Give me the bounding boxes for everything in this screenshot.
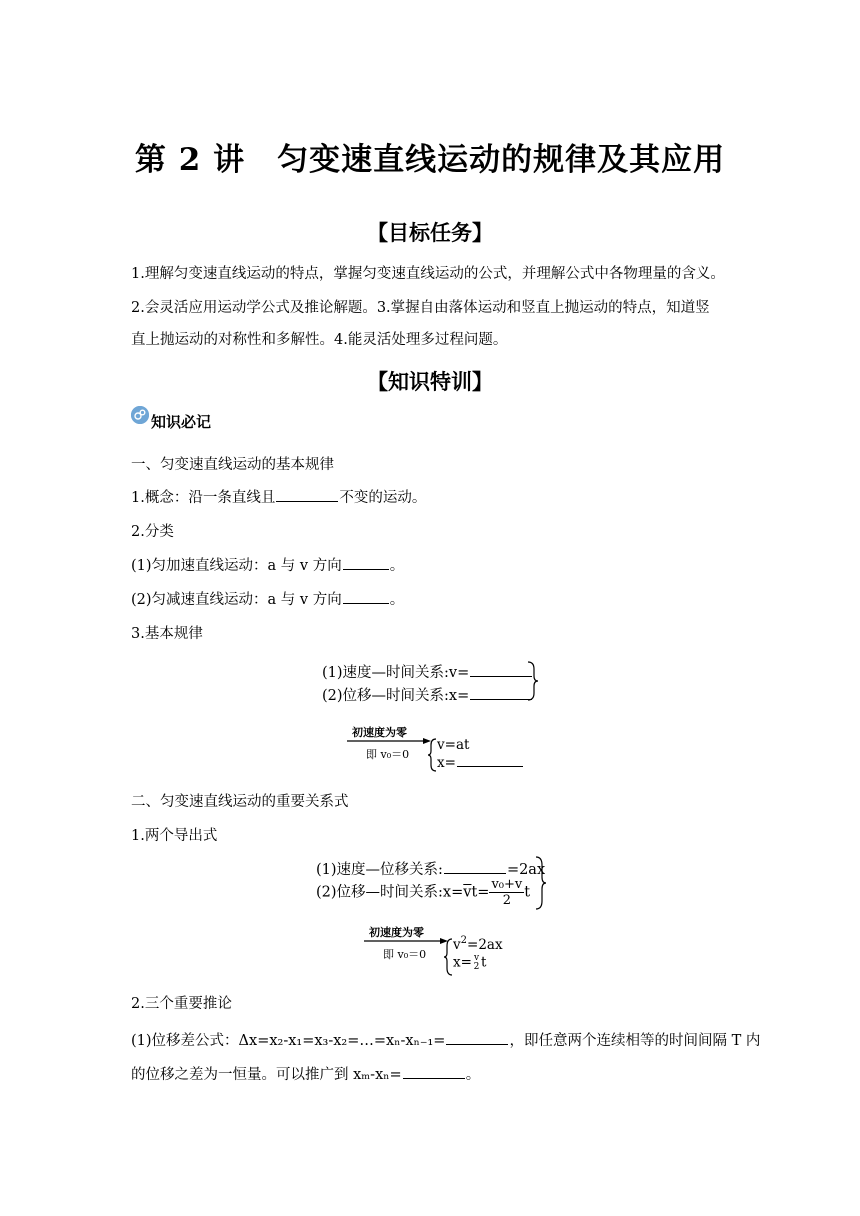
v-bar: $\overline{v}$ (463, 884, 472, 901)
laws-heading: 3.基本规律 (131, 626, 203, 642)
goals-line-1: 1.理解匀变速直线运动的特点，掌握匀变速直线运动的公式，并理解公式中各物理量的含义。 (131, 266, 725, 282)
inferences-heading: 2.三个重要推论 (131, 996, 232, 1012)
inference-text: (1)位移差公式：Δx=x₂-x₁=x₃-x₂=…=xₙ-xₙ₋₁= (131, 1033, 446, 1049)
formula-text: (1)速度—位移关系: (316, 862, 443, 878)
part1-heading: 一、匀变速直线运动的基本规律 (131, 457, 334, 473)
knowledge-icon (131, 406, 149, 424)
inference-text: 。 (465, 1067, 481, 1083)
decel-line (131, 588, 404, 609)
answer-blank[interactable] (470, 675, 532, 677)
inference-text: 的位移之差为一恒量。可以推广到 xₘ-xₙ= (131, 1067, 402, 1083)
formula-text: t (524, 884, 531, 901)
decel-text-b: 。 (389, 592, 405, 608)
knowledge-title: 知识必记 (151, 413, 212, 431)
formula-text: t= (471, 884, 490, 901)
numerator: v (473, 953, 480, 963)
accel-text-b: 。 (389, 558, 405, 574)
numerator: v₀+v (491, 877, 523, 892)
goals-line-3: 直上抛运动的对称性和多解性。4.能灵活处理多过程问题。 (131, 332, 508, 348)
answer-blank[interactable] (343, 568, 389, 570)
formula-average-velocity (316, 877, 530, 908)
arrow-label-top: 初速度为零 (352, 726, 407, 739)
arrow-right-icon (347, 737, 433, 745)
formula-displacement-time (322, 684, 533, 705)
fraction (472, 954, 481, 972)
formula-velocity-time (322, 661, 533, 682)
accel-line (131, 554, 404, 575)
arrow-label-top: 初速度为零 (369, 926, 424, 939)
answer-blank[interactable] (470, 698, 532, 700)
right-brace-icon (534, 855, 548, 911)
inference-1-line-2 (131, 1063, 480, 1084)
result-displacement-half (453, 954, 486, 972)
formula-text: (1)速度—时间关系:v= (322, 665, 470, 681)
page-title: 第 2 讲 匀变速直线运动的规律及其应用 (134, 142, 726, 178)
training-heading: 【知识特训】 (367, 370, 493, 394)
answer-blank[interactable] (403, 1077, 465, 1079)
answer-blank[interactable] (446, 1043, 508, 1045)
answer-blank[interactable] (444, 872, 506, 874)
formula-text: =2ax (506, 862, 546, 878)
derived-heading: 1.两个导出式 (131, 828, 218, 844)
concept-line (131, 486, 426, 507)
arrow-right-icon (364, 937, 450, 945)
answer-blank[interactable] (276, 500, 338, 502)
answer-blank[interactable] (457, 765, 523, 767)
formula-text: v (453, 937, 461, 953)
concept-text-b: 不变的运动。 (339, 490, 427, 506)
result-velocity-squared (453, 935, 503, 953)
formula-text: t (481, 954, 487, 971)
superscript: 2 (460, 935, 468, 946)
formula-velocity-displacement (316, 858, 545, 879)
accel-text-a: (1)匀加速直线运动：a 与 v 方向 (131, 558, 342, 574)
formula-text: (2)位移—时间关系:x= (316, 884, 464, 901)
denominator: 2 (473, 962, 480, 972)
fraction (489, 877, 524, 908)
inference-1-line-1 (131, 1029, 760, 1050)
answer-blank[interactable] (343, 602, 389, 604)
arrow-label-bottom: 即 v₀＝0 (383, 948, 427, 961)
result-velocity: v=at (437, 737, 470, 753)
formula-text: (2)位移—时间关系:x= (322, 688, 470, 704)
inference-text: ，即任意两个连续相等的时间间隔 T 内 (509, 1033, 761, 1049)
formula-text: x= (437, 755, 456, 771)
result-displacement (437, 755, 524, 771)
formula-text: x= (453, 954, 472, 971)
goals-heading: 【目标任务】 (367, 221, 493, 245)
arrow-label-bottom: 即 v₀＝0 (366, 748, 410, 761)
denominator: 2 (502, 893, 511, 908)
goals-line-2: 2.会灵活应用运动学公式及推论解题。3.掌握自由落体运动和竖直上抛运动的特点，知道竖 (131, 300, 710, 316)
part2-heading: 二、匀变速直线运动的重要关系式 (131, 794, 349, 810)
decel-text-a: (2)匀减速直线运动：a 与 v 方向 (131, 592, 342, 608)
classify-heading: 2.分类 (131, 524, 174, 540)
right-brace-icon (526, 660, 540, 702)
concept-text-a: 1.概念：沿一条直线且 (131, 490, 276, 506)
formula-text: =2ax (467, 937, 503, 953)
